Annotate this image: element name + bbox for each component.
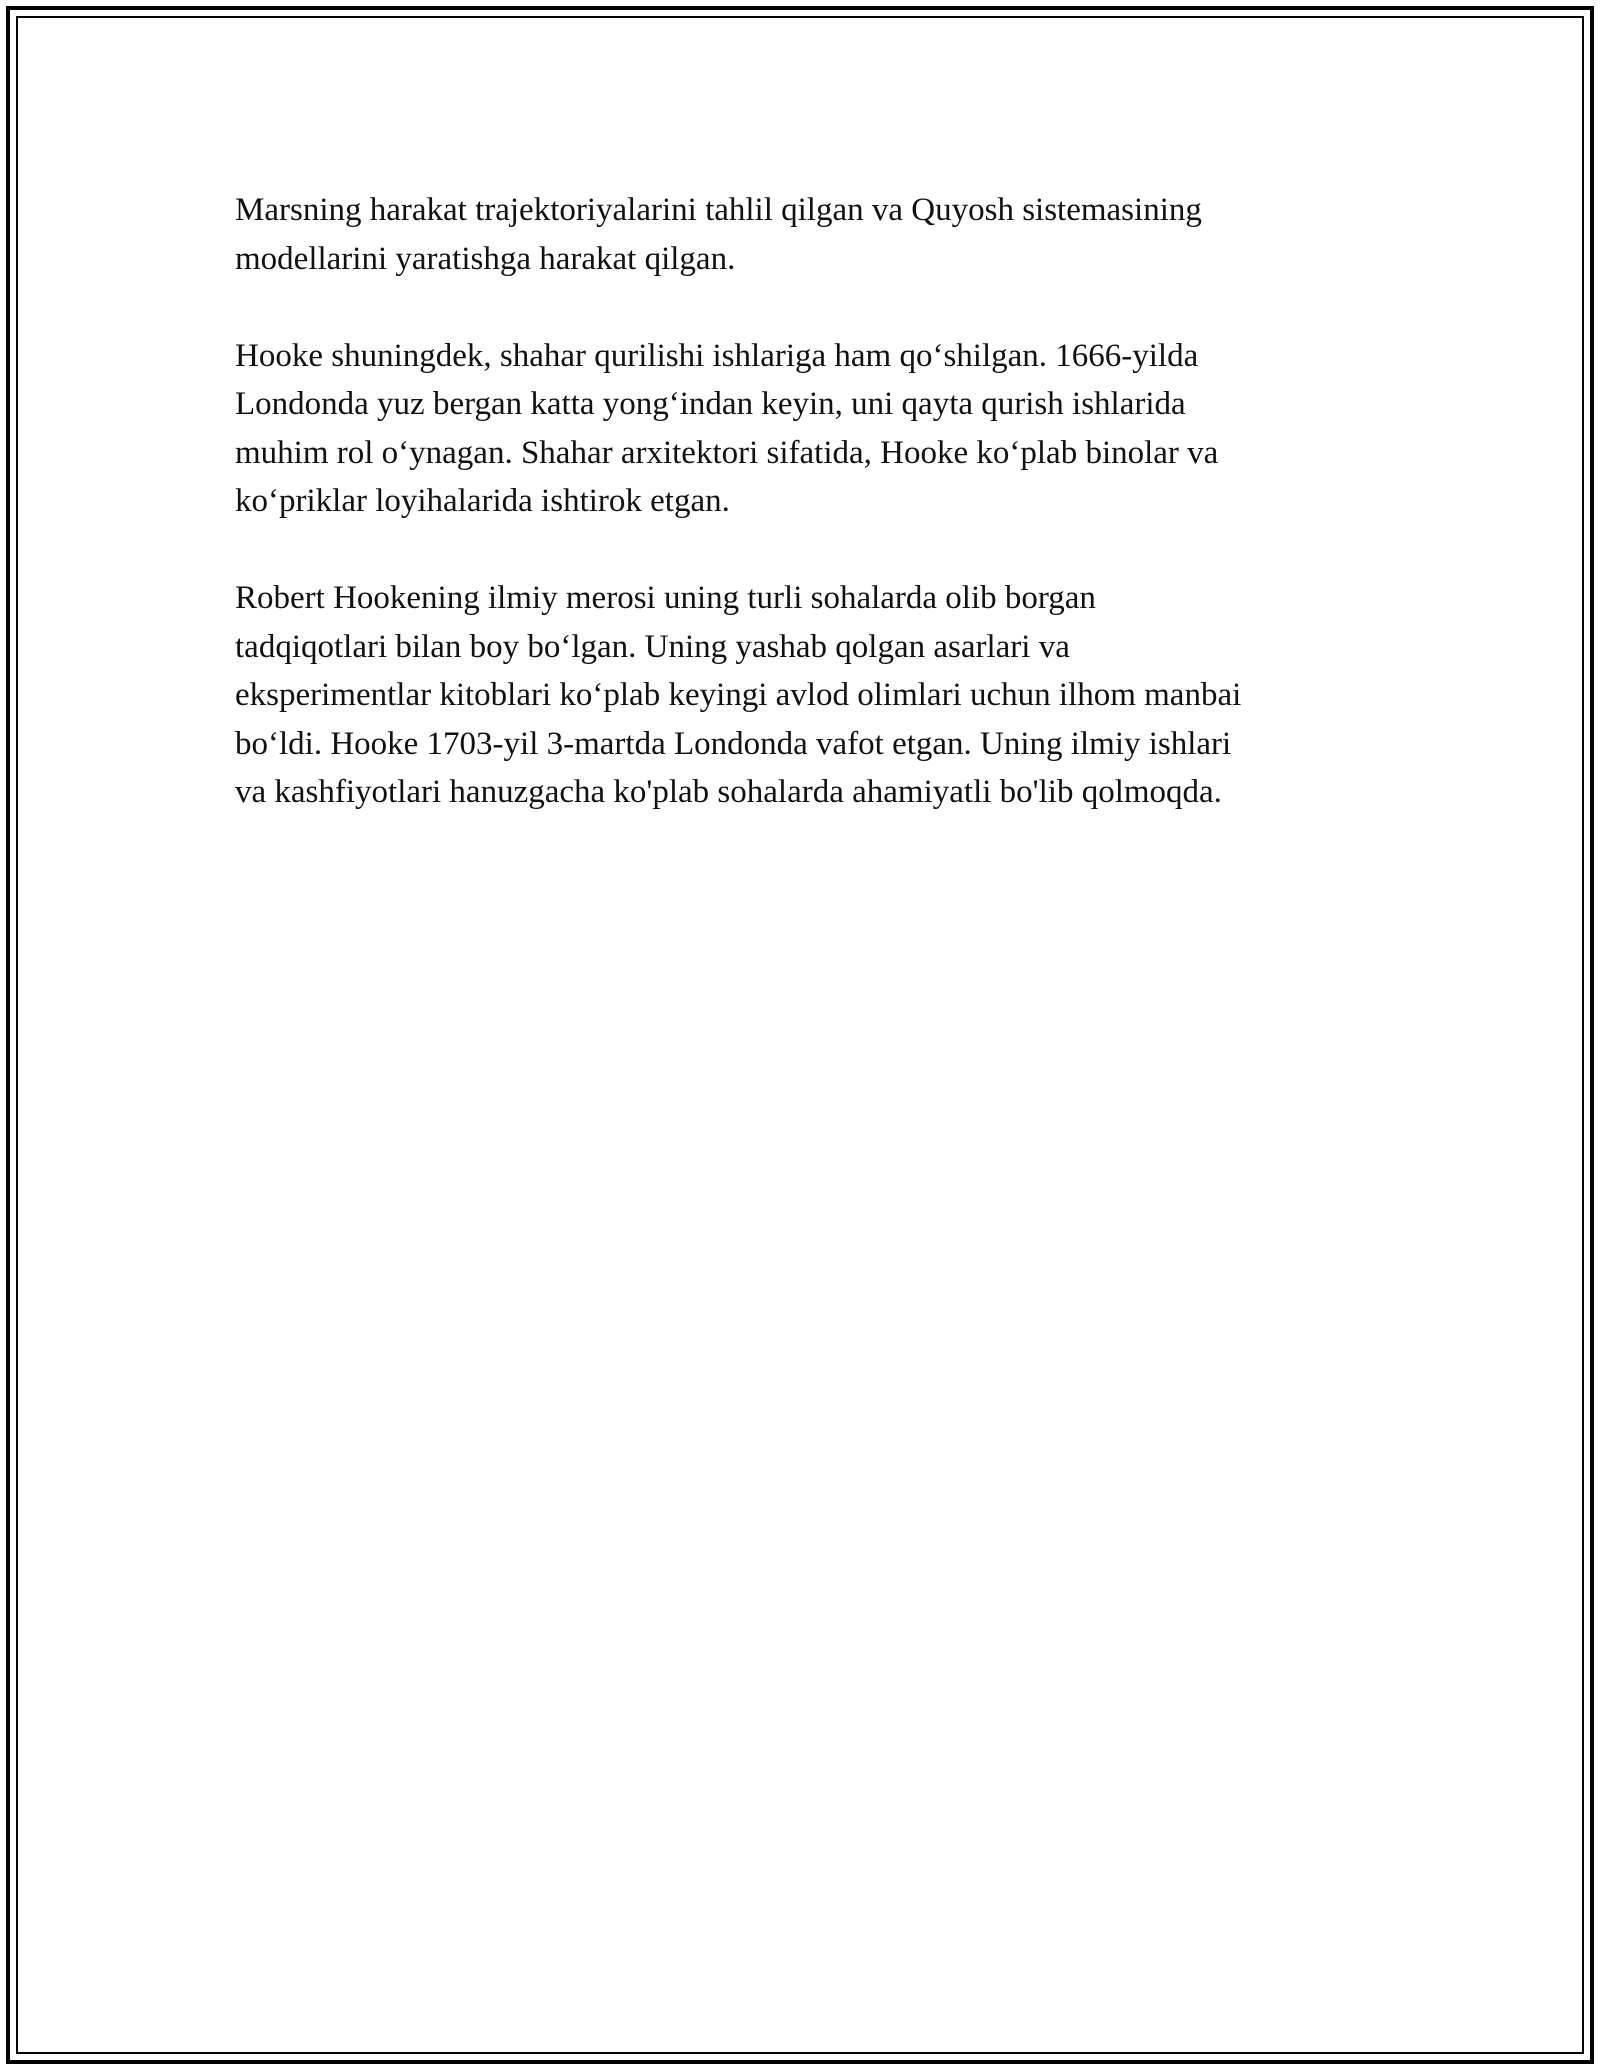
document-body [235, 186, 1375, 865]
text-line: boʻldi. Hooke 1703-yil 3-martda Londonda vafot etgan. Uning ilmiy ishlari [235, 725, 1232, 762]
paragraph-scientific-legacy [235, 574, 1375, 817]
text-line: tadqiqotlari bilan boy boʻlgan. Uning yashab qolgan asarlari va [235, 628, 1070, 665]
text-line: va kashfiyotlari hanuzgacha ko'plab sohalarda ahamiyatli bo'lib qolmoqda. [235, 774, 1222, 810]
text-line: Londonda yuz bergan katta yongʻindan keyin, uni qayta qurish ishlarida [235, 386, 1186, 422]
text-line: koʻpriklar loyihalarida ishtirok etgan. [235, 483, 730, 519]
text-line: modellarini yaratishga harakat qilgan. [235, 240, 736, 277]
text-line: muhim rol oʻynagan. Shahar arxitektori sifatida, Hooke koʻplab binolar va [235, 434, 1219, 471]
paragraph-city-construction [235, 332, 1375, 526]
text-line: eksperimentlar kitoblari koʻplab keyingi avlod olimlari uchun ilhom manbai [235, 677, 1242, 713]
text-line: Marsning harakat trajektoriyalarini tahlil qilgan va Quyosh sistemasining [235, 192, 1202, 228]
text-line: Robert Hookening ilmiy merosi uning turli sohalarda olib borgan [235, 580, 1096, 616]
paragraph-mars-models [235, 186, 1375, 283]
text-line: Hooke shuningdek, shahar qurilishi ishlariga ham qoʻshilgan. 1666-yilda [235, 337, 1199, 374]
